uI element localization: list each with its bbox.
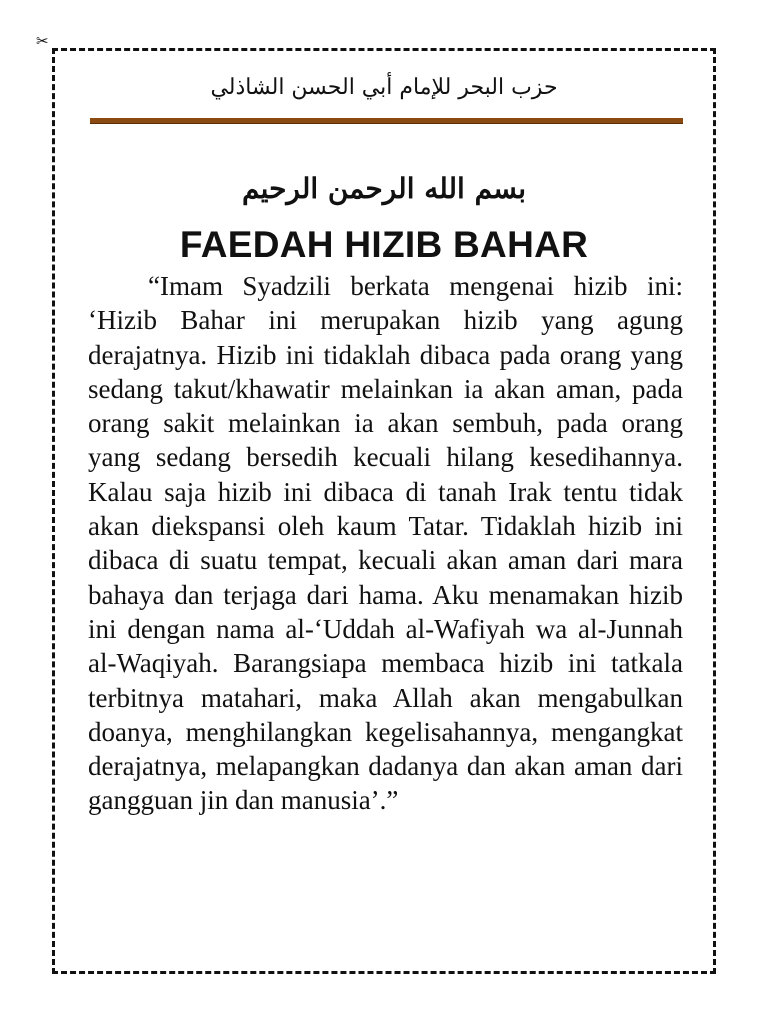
body-paragraph: “Imam Syadzili berkata mengenai hizib ini: ‘Hizib Bahar ini merupakan hizib yang agung derajatnya. Hizib ini tidaklah dibaca pada orang yang sedang takut/khawatir melainkan ia akan aman, pada orang sakit melainkan ia akan sembuh, pada orang yang sedang bersedih kecuali hilang kesedihannya. Kalau saja hizib ini dibaca di tanah Irak tentu tidak akan diekspansi oleh kaum Tatar. Tidaklah hizib ini dibaca di suatu tempat, kecuali akan aman dari mara bahaya dan terjaga dari hama. Aku menamakan hizib ini dengan nama al-‘Uddah al-Wafiyah wa al-Junnah al-Waqiyah. Barangsiapa membaca hizib ini tatkala terbitnya matahari, maka Allah akan mengabulkan doanya, menghilangkan kegelisahannya, mengangkat derajatnya, melapangkan dadanya dan akan aman dari gangguan jin dan manusia’.”: [88, 271, 683, 816]
basmala: بسم الله الرحمن الرحيم: [242, 172, 526, 205]
header-arabic-title: حزب البحر للإمام أبي الحسن الشاذلي: [210, 75, 558, 100]
page-title: FAEDAH HIZIB BAHAR: [179, 224, 589, 265]
scissors-icon: ✂: [36, 32, 49, 50]
dashed-cut-frame: [52, 48, 716, 974]
header-divider: [90, 118, 683, 124]
